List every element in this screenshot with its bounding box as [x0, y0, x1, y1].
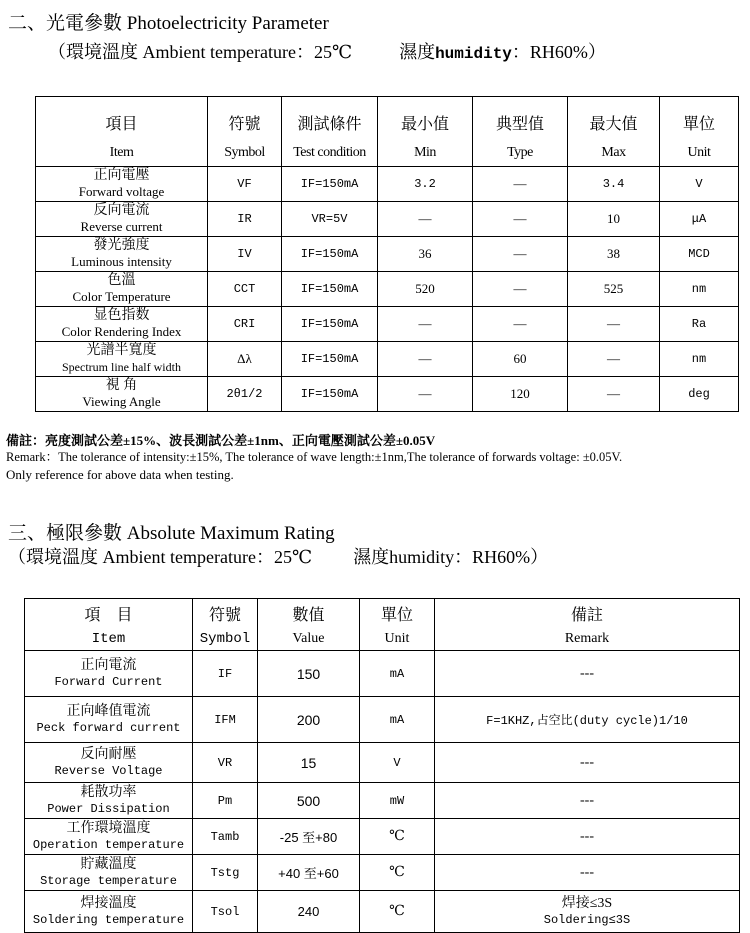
section2-title: 二、光電參數 Photoelectricity Parameter [8, 13, 329, 34]
row-symbol: VF [208, 167, 282, 202]
table-row [36, 342, 739, 377]
header-max: 最大值 Max [568, 97, 660, 167]
row-symbol: Tamb [193, 819, 258, 855]
row-symbol: Tsol [193, 891, 258, 933]
row-type: — [473, 202, 568, 237]
row-value: 500 [258, 783, 360, 819]
row-unit: nm [660, 342, 739, 377]
row-condition: IF=150mA [282, 272, 378, 307]
row-item: 耗散功率 Power Dissipation [25, 783, 193, 819]
row-remark: --- [435, 855, 740, 891]
section2-condition-temperature: （環境溫度 Ambient temperature：25℃ [48, 42, 353, 62]
row-item: 正向電壓 Forward voltage [36, 167, 208, 202]
row-condition: IF=150mA [282, 342, 378, 377]
table-row [25, 855, 740, 891]
table-row [36, 272, 739, 307]
row-min: 3.2 [378, 167, 473, 202]
remark-en-line2: Only reference for above data when testing. [6, 467, 234, 482]
row-type: 120 [473, 377, 568, 412]
row-symbol: IFM [193, 697, 258, 743]
header-item: 項 目 Item [25, 599, 193, 651]
row-symbol: Tstg [193, 855, 258, 891]
remark-en-line1: Remark：The tolerance of intensity:±15%, The tolerance of wave length:±1nm,The tolerance of forwards voltage: ±0.05V. [6, 450, 623, 464]
table-row [25, 743, 740, 783]
section2-condition-humidity-zh: 濕度 [399, 42, 436, 62]
header-symbol: 符號 Symbol [193, 599, 258, 651]
section2-condition [48, 38, 606, 64]
section3-condition-humidity: 濕度humidity：RH60%） [353, 547, 549, 567]
table-row [25, 891, 740, 933]
table-row [36, 202, 739, 237]
row-remark: --- [435, 743, 740, 783]
row-item: 視 角 Viewing Angle [36, 377, 208, 412]
row-value: 150 [258, 651, 360, 697]
row-remark: --- [435, 819, 740, 855]
remark-zh: 備註：亮度測試公差±15%、波長測試公差±1nm、正向電壓測試公差±0.05V [6, 433, 436, 448]
row-max: 10 [568, 202, 660, 237]
row-min: 520 [378, 272, 473, 307]
header-value: 數值 Value [258, 599, 360, 651]
row-type: — [473, 307, 568, 342]
row-symbol: Δλ [208, 342, 282, 377]
row-unit: mA [360, 651, 435, 697]
row-value: -25 至+80 [258, 819, 360, 855]
table-row [25, 819, 740, 855]
row-type: — [473, 237, 568, 272]
table-row [36, 167, 739, 202]
row-symbol: 2θ1/2 [208, 377, 282, 412]
row-unit: V [660, 167, 739, 202]
row-unit: mA [360, 697, 435, 743]
section2-condition-humidity-value: ：RH60%） [511, 42, 606, 62]
row-min: 36 [378, 237, 473, 272]
row-unit: deg [660, 377, 739, 412]
row-max: 38 [568, 237, 660, 272]
row-condition: IF=150mA [282, 167, 378, 202]
row-symbol: Pm [193, 783, 258, 819]
row-type: 60 [473, 342, 568, 377]
row-unit: V [360, 743, 435, 783]
row-unit: ℃ [360, 819, 435, 855]
row-remark: 焊接≤3S Soldering≤3S [435, 891, 740, 933]
row-symbol: CCT [208, 272, 282, 307]
row-value: 240 [258, 891, 360, 933]
header-remark: 備註 Remark [435, 599, 740, 651]
row-symbol: IR [208, 202, 282, 237]
row-remark: --- [435, 651, 740, 697]
section3-condition-temperature: （環境溫度 Ambient temperature：25℃ [8, 547, 313, 567]
table-row [36, 307, 739, 342]
row-value: +40 至+60 [258, 855, 360, 891]
row-item: 显色指数 Color Rendering Index [36, 307, 208, 342]
header-item: 項目 Item [36, 97, 208, 167]
row-item: 反向電流 Reverse current [36, 202, 208, 237]
row-item: 色溫 Color Temperature [36, 272, 208, 307]
row-unit: MCD [660, 237, 739, 272]
row-max: 3.4 [568, 167, 660, 202]
row-min: — [378, 202, 473, 237]
row-condition: IF=150mA [282, 237, 378, 272]
header-type: 典型值 Type [473, 97, 568, 167]
row-item: 焊接溫度 Soldering temperature [25, 891, 193, 933]
absolute-maximum-rating-table [24, 598, 740, 933]
row-unit: nm [660, 272, 739, 307]
header-unit: 單位 Unit [360, 599, 435, 651]
row-type: — [473, 167, 568, 202]
row-condition: IF=150mA [282, 307, 378, 342]
row-unit: Ra [660, 307, 739, 342]
header-min: 最小值 Min [378, 97, 473, 167]
row-unit: mW [360, 783, 435, 819]
section3-condition [8, 543, 548, 569]
row-remark: F=1KHZ,占空比(duty cycle)1/10 [435, 697, 740, 743]
row-item: 貯藏溫度 Storage temperature [25, 855, 193, 891]
row-symbol: CRI [208, 307, 282, 342]
table-row [25, 783, 740, 819]
row-unit: ℃ [360, 891, 435, 933]
row-value: 200 [258, 697, 360, 743]
row-item: 反向耐壓 Reverse Voltage [25, 743, 193, 783]
row-unit: μA [660, 202, 739, 237]
row-max: 525 [568, 272, 660, 307]
row-min: — [378, 307, 473, 342]
row-item: 光譜半寬度 Spectrum line half width [36, 342, 208, 377]
table-row [25, 697, 740, 743]
table-row [36, 377, 739, 412]
row-type: — [473, 272, 568, 307]
row-item: 正向峰值電流 Peck forward current [25, 697, 193, 743]
row-item: 工作環境溫度 Operation temperature [25, 819, 193, 855]
row-symbol: IF [193, 651, 258, 697]
row-condition: IF=150mA [282, 377, 378, 412]
section2-condition-humidity-en: humidity [435, 45, 512, 63]
row-max: — [568, 342, 660, 377]
table-row [25, 651, 740, 697]
row-remark: --- [435, 783, 740, 819]
section3-title: 三、極限參數 Absolute Maximum Rating [8, 523, 335, 544]
row-item: 發光強度 Luminous intensity [36, 237, 208, 272]
header-symbol: 符號 Symbol [208, 97, 282, 167]
row-max: — [568, 307, 660, 342]
row-min: — [378, 342, 473, 377]
row-max: — [568, 377, 660, 412]
row-min: — [378, 377, 473, 412]
table-row [36, 237, 739, 272]
row-symbol: IV [208, 237, 282, 272]
row-condition: VR=5V [282, 202, 378, 237]
row-unit: ℃ [360, 855, 435, 891]
table-header-row [25, 599, 740, 651]
header-unit: 單位 Unit [660, 97, 739, 167]
row-item: 正向電流 Forward Current [25, 651, 193, 697]
table-header-row [36, 97, 739, 167]
row-symbol: VR [193, 743, 258, 783]
row-value: 15 [258, 743, 360, 783]
header-test-condition: 測試條件 Test condition [282, 97, 378, 167]
photoelectric-parameter-table [35, 96, 739, 412]
